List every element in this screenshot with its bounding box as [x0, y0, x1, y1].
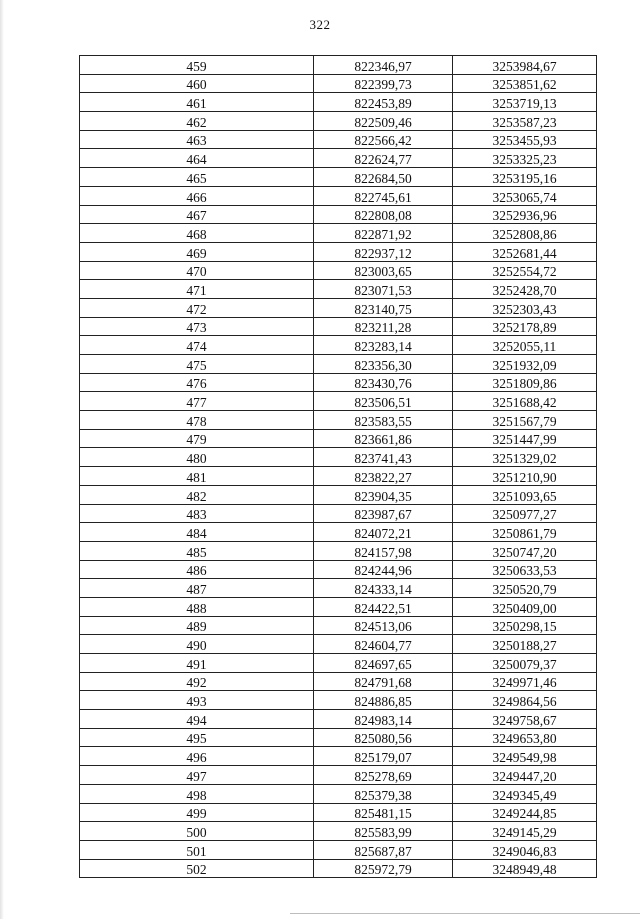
- table-row: [80, 336, 597, 355]
- table-row: [80, 186, 597, 205]
- y-coordinate-cell: 3253325,23: [453, 149, 597, 168]
- y-coordinate-cell: 3250977,27: [453, 504, 597, 523]
- point-number-cell: 483: [80, 504, 314, 523]
- x-coordinate-cell: 822399,73: [314, 74, 453, 93]
- table-row: [80, 747, 597, 766]
- y-coordinate-cell: 3253851,62: [453, 74, 597, 93]
- point-number-cell: 473: [80, 317, 314, 336]
- y-coordinate-cell: 3250633,53: [453, 560, 597, 579]
- y-coordinate-cell: 3253719,13: [453, 93, 597, 112]
- x-coordinate-cell: 823071,53: [314, 280, 453, 299]
- y-coordinate-cell: 3252055,11: [453, 336, 597, 355]
- y-coordinate-cell: 3249758,67: [453, 710, 597, 729]
- x-coordinate-cell: 825379,38: [314, 784, 453, 803]
- y-coordinate-cell: 3251809,86: [453, 373, 597, 392]
- point-number-cell: 478: [80, 411, 314, 430]
- point-number-cell: 490: [80, 635, 314, 654]
- point-number-cell: 465: [80, 168, 314, 187]
- y-coordinate-cell: 3249244,85: [453, 803, 597, 822]
- table-row: [80, 672, 597, 691]
- coordinates-table: [79, 55, 597, 878]
- bottom-rule: [290, 913, 640, 914]
- x-coordinate-cell: 824513,06: [314, 616, 453, 635]
- table-row: [80, 373, 597, 392]
- x-coordinate-cell: 822453,89: [314, 93, 453, 112]
- table-row: [80, 541, 597, 560]
- y-coordinate-cell: 3252428,70: [453, 280, 597, 299]
- y-coordinate-cell: 3249864,56: [453, 691, 597, 710]
- x-coordinate-cell: 822871,92: [314, 224, 453, 243]
- page-edge-shadow: [0, 0, 4, 919]
- x-coordinate-cell: 825481,15: [314, 803, 453, 822]
- page-number: 322: [309, 17, 331, 32]
- point-number-cell: 459: [80, 56, 314, 75]
- x-coordinate-cell: 823356,30: [314, 355, 453, 374]
- x-coordinate-cell: 822937,12: [314, 242, 453, 261]
- x-coordinate-cell: 822566,42: [314, 130, 453, 149]
- table-row: [80, 635, 597, 654]
- y-coordinate-cell: 3250079,37: [453, 654, 597, 673]
- x-coordinate-cell: 823506,51: [314, 392, 453, 411]
- x-coordinate-cell: 823987,67: [314, 504, 453, 523]
- x-coordinate-cell: 824157,98: [314, 541, 453, 560]
- x-coordinate-cell: 824244,96: [314, 560, 453, 579]
- y-coordinate-cell: 3251447,99: [453, 429, 597, 448]
- y-coordinate-cell: 3252808,86: [453, 224, 597, 243]
- x-coordinate-cell: 823904,35: [314, 485, 453, 504]
- table-row: [80, 485, 597, 504]
- table-row: [80, 654, 597, 673]
- point-number-cell: 486: [80, 560, 314, 579]
- y-coordinate-cell: 3249971,46: [453, 672, 597, 691]
- table-row: [80, 523, 597, 542]
- x-coordinate-cell: 825583,99: [314, 822, 453, 841]
- x-coordinate-cell: 823430,76: [314, 373, 453, 392]
- point-number-cell: 480: [80, 448, 314, 467]
- table-row: [80, 242, 597, 261]
- point-number-cell: 469: [80, 242, 314, 261]
- y-coordinate-cell: 3249549,98: [453, 747, 597, 766]
- table-row: [80, 467, 597, 486]
- table-row: [80, 822, 597, 841]
- y-coordinate-cell: 3250409,00: [453, 597, 597, 616]
- table-row: [80, 429, 597, 448]
- x-coordinate-cell: 824697,65: [314, 654, 453, 673]
- table-row: [80, 130, 597, 149]
- y-coordinate-cell: 3249145,29: [453, 822, 597, 841]
- x-coordinate-cell: 823003,65: [314, 261, 453, 280]
- x-coordinate-cell: 824983,14: [314, 710, 453, 729]
- table-row: [80, 56, 597, 75]
- point-number-cell: 482: [80, 485, 314, 504]
- x-coordinate-cell: 823211,28: [314, 317, 453, 336]
- y-coordinate-cell: 3251932,09: [453, 355, 597, 374]
- y-coordinate-cell: 3252303,43: [453, 298, 597, 317]
- point-number-cell: 500: [80, 822, 314, 841]
- x-coordinate-cell: 823741,43: [314, 448, 453, 467]
- table-row: [80, 691, 597, 710]
- table-row: [80, 224, 597, 243]
- y-coordinate-cell: 3252936,96: [453, 205, 597, 224]
- table-row: [80, 859, 597, 878]
- table-row: [80, 710, 597, 729]
- y-coordinate-cell: 3250861,79: [453, 523, 597, 542]
- y-coordinate-cell: 3251688,42: [453, 392, 597, 411]
- table-row: [80, 803, 597, 822]
- point-number-cell: 474: [80, 336, 314, 355]
- x-coordinate-cell: 822745,61: [314, 186, 453, 205]
- table-row: [80, 411, 597, 430]
- table-row: [80, 93, 597, 112]
- x-coordinate-cell: 825179,07: [314, 747, 453, 766]
- table-row: [80, 728, 597, 747]
- point-number-cell: 484: [80, 523, 314, 542]
- y-coordinate-cell: 3253984,67: [453, 56, 597, 75]
- point-number-cell: 492: [80, 672, 314, 691]
- table-row: [80, 560, 597, 579]
- x-coordinate-cell: 823583,55: [314, 411, 453, 430]
- y-coordinate-cell: 3249653,80: [453, 728, 597, 747]
- y-coordinate-cell: 3253195,16: [453, 168, 597, 187]
- point-number-cell: 466: [80, 186, 314, 205]
- x-coordinate-cell: 824886,85: [314, 691, 453, 710]
- point-number-cell: 495: [80, 728, 314, 747]
- y-coordinate-cell: 3250747,20: [453, 541, 597, 560]
- point-number-cell: 489: [80, 616, 314, 635]
- y-coordinate-cell: 3253587,23: [453, 112, 597, 131]
- y-coordinate-cell: 3252178,89: [453, 317, 597, 336]
- y-coordinate-cell: 3251210,90: [453, 467, 597, 486]
- y-coordinate-cell: 3249046,83: [453, 840, 597, 859]
- point-number-cell: 502: [80, 859, 314, 878]
- point-number-cell: 501: [80, 840, 314, 859]
- table-row: [80, 112, 597, 131]
- table-row: [80, 317, 597, 336]
- point-number-cell: 479: [80, 429, 314, 448]
- point-number-cell: 471: [80, 280, 314, 299]
- y-coordinate-cell: 3250298,15: [453, 616, 597, 635]
- x-coordinate-cell: 822509,46: [314, 112, 453, 131]
- table-row: [80, 504, 597, 523]
- y-coordinate-cell: 3253455,93: [453, 130, 597, 149]
- point-number-cell: 464: [80, 149, 314, 168]
- point-number-cell: 498: [80, 784, 314, 803]
- point-number-cell: 472: [80, 298, 314, 317]
- x-coordinate-cell: 822346,97: [314, 56, 453, 75]
- table-row: [80, 840, 597, 859]
- x-coordinate-cell: 824422,51: [314, 597, 453, 616]
- point-number-cell: 475: [80, 355, 314, 374]
- point-number-cell: 460: [80, 74, 314, 93]
- point-number-cell: 491: [80, 654, 314, 673]
- table-row: [80, 205, 597, 224]
- x-coordinate-cell: 822808,08: [314, 205, 453, 224]
- table-row: [80, 579, 597, 598]
- y-coordinate-cell: 3251329,02: [453, 448, 597, 467]
- table-row: [80, 616, 597, 635]
- x-coordinate-cell: 825080,56: [314, 728, 453, 747]
- x-coordinate-cell: 824791,68: [314, 672, 453, 691]
- table-row: [80, 766, 597, 785]
- x-coordinate-cell: 823140,75: [314, 298, 453, 317]
- point-number-cell: 467: [80, 205, 314, 224]
- x-coordinate-cell: 824333,14: [314, 579, 453, 598]
- point-number-cell: 463: [80, 130, 314, 149]
- table-row: [80, 448, 597, 467]
- x-coordinate-cell: 822624,77: [314, 149, 453, 168]
- table-row: [80, 261, 597, 280]
- y-coordinate-cell: 3248949,48: [453, 859, 597, 878]
- table-row: [80, 168, 597, 187]
- y-coordinate-cell: 3249447,20: [453, 766, 597, 785]
- point-number-cell: 497: [80, 766, 314, 785]
- table-row: [80, 784, 597, 803]
- table-row: [80, 597, 597, 616]
- table-row: [80, 74, 597, 93]
- coordinates-table-body: [80, 56, 597, 878]
- point-number-cell: 468: [80, 224, 314, 243]
- x-coordinate-cell: 825972,79: [314, 859, 453, 878]
- y-coordinate-cell: 3251093,65: [453, 485, 597, 504]
- point-number-cell: 470: [80, 261, 314, 280]
- y-coordinate-cell: 3250188,27: [453, 635, 597, 654]
- table-row: [80, 280, 597, 299]
- x-coordinate-cell: 825278,69: [314, 766, 453, 785]
- table-row: [80, 149, 597, 168]
- point-number-cell: 462: [80, 112, 314, 131]
- x-coordinate-cell: 824604,77: [314, 635, 453, 654]
- point-number-cell: 494: [80, 710, 314, 729]
- y-coordinate-cell: 3251567,79: [453, 411, 597, 430]
- point-number-cell: 499: [80, 803, 314, 822]
- point-number-cell: 487: [80, 579, 314, 598]
- point-number-cell: 461: [80, 93, 314, 112]
- x-coordinate-cell: 822684,50: [314, 168, 453, 187]
- point-number-cell: 496: [80, 747, 314, 766]
- table-row: [80, 298, 597, 317]
- x-coordinate-cell: 823661,86: [314, 429, 453, 448]
- y-coordinate-cell: 3252554,72: [453, 261, 597, 280]
- point-number-cell: 477: [80, 392, 314, 411]
- x-coordinate-cell: 825687,87: [314, 840, 453, 859]
- x-coordinate-cell: 823822,27: [314, 467, 453, 486]
- y-coordinate-cell: 3252681,44: [453, 242, 597, 261]
- x-coordinate-cell: 823283,14: [314, 336, 453, 355]
- point-number-cell: 485: [80, 541, 314, 560]
- point-number-cell: 488: [80, 597, 314, 616]
- y-coordinate-cell: 3249345,49: [453, 784, 597, 803]
- y-coordinate-cell: 3250520,79: [453, 579, 597, 598]
- x-coordinate-cell: 824072,21: [314, 523, 453, 542]
- point-number-cell: 476: [80, 373, 314, 392]
- table-row: [80, 355, 597, 374]
- point-number-cell: 481: [80, 467, 314, 486]
- table-row: [80, 392, 597, 411]
- point-number-cell: 493: [80, 691, 314, 710]
- y-coordinate-cell: 3253065,74: [453, 186, 597, 205]
